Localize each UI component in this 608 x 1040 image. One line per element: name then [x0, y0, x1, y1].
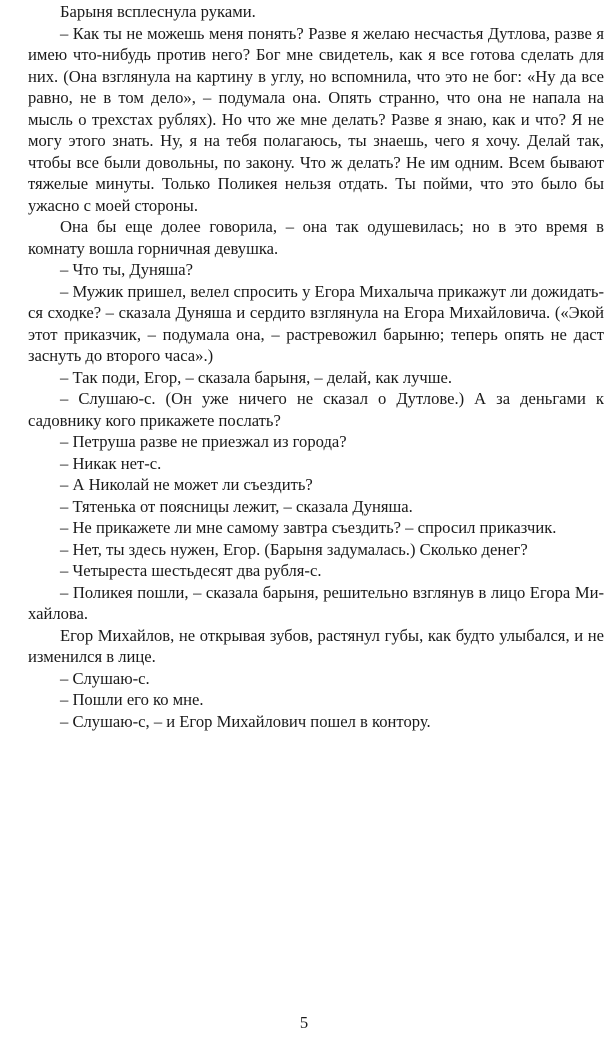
paragraph: – Нет, ты здесь нужен, Егор. (Барыня задумалась.) Сколько денег?	[60, 539, 528, 559]
paragraph: – Тятенька от поясницы лежит, – сказала Дуняша.	[60, 496, 413, 516]
paragraph: – Поликея пошли, – сказала барыня, решительно взглянув в лицо Егора Ми-хайлова.	[28, 582, 604, 623]
paragraph: – Петруша разве не приезжал из города?	[60, 432, 347, 451]
page-number: 5	[299, 1013, 309, 1032]
paragraph: Барыня всплеснула руками.	[60, 2, 256, 21]
body-text	[28, 1, 604, 732]
paragraph: – Слушаю-с. (Он уже ничего не сказал о Дутлове.) А за деньгами к садовнику кого прикажете послать?	[28, 389, 604, 430]
paragraph: – Слушаю-с.	[60, 668, 150, 688]
paragraph: Она бы еще долее говорила, – она так одушевилась; но в это время в комнату вошла горничная девушка.	[28, 217, 604, 258]
paragraph: – Не прикажете ли мне самому завтра съездить? – спросил приказчик.	[60, 518, 557, 537]
paragraph: – Никак нет-с.	[60, 453, 162, 473]
paragraph: – Так поди, Егор, – сказала барыня, – делай, как лучше.	[60, 367, 453, 387]
paragraph: – Слушаю-с, – и Егор Михайлович пошел в контору.	[60, 711, 431, 731]
paragraph: – Мужик пришел, велел спросить у Егора Михалыча прикажут ли дожидать-ся сходке? – сказала Дуняша и сердито взглянула на Егора Михайловича. («Экой этот приказчик, – подумала она, – растревожил барыню; теперь опять не даст заснуть до второго часа».)	[28, 281, 604, 365]
paragraph: – Что ты, Дуняша?	[60, 260, 194, 279]
paragraph: – Пошли его ко мне.	[60, 690, 204, 709]
paragraph: – Как ты не можешь меня понять? Разве я желаю несчастья Дутлова, разве я имею что-нибудь против него? Бог мне свидетель, как я все готова сделать для них. (Она взглянула на картину в углу, но вспомнила, что это не бог: «Ну да все равно, не в том дело», – подумала она. Опять странно, что она не напала на мысль о трехстах рублях). Но что же мне делать? Разве я знаю, как и что? Я не могу этого знать. Ну, я на тебя полагаюсь, ты знаешь, чего я хочу. Делай так, чтобы все были довольны, по закону. Что ж делать? Не им одним. Всем бывают тяжелые минуты. Только Поликея нельзя отдать. Ты пойми, что это было бы ужасно с моей стороны.	[28, 23, 604, 215]
paragraph: – Четыреста шестьдесят два рубля-с.	[60, 561, 322, 580]
paragraph: – А Николай не может ли съездить?	[60, 475, 313, 494]
paragraph: Егор Михайлов, не открывая зубов, растянул губы, как будто улыбался, и не изменился в лице.	[28, 625, 604, 666]
